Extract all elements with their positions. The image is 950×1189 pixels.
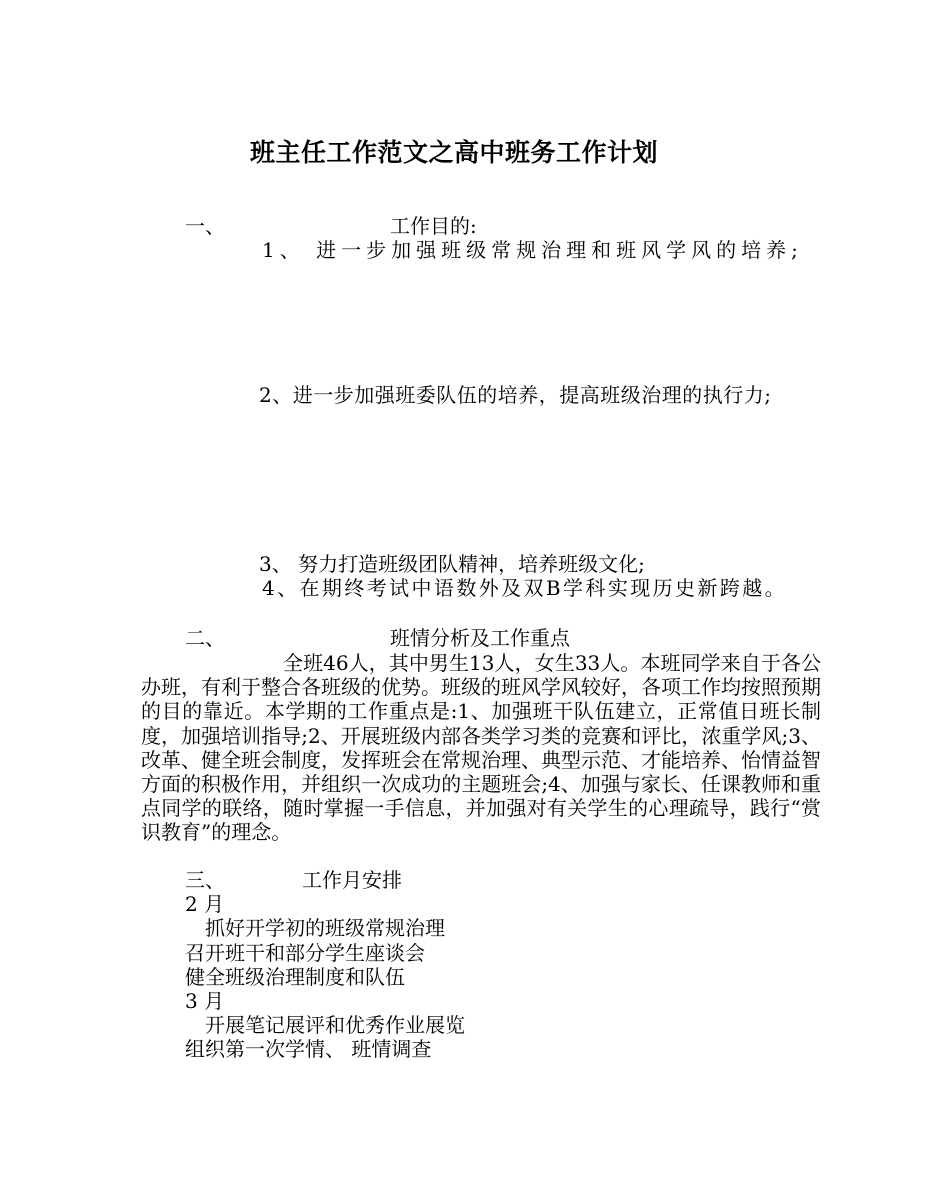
- section3-heading: 工作月安排: [302, 868, 402, 892]
- list-item: 组织第一次学情、 班情调查: [185, 1037, 432, 1061]
- list-item: 开展笔记展评和优秀作业展览: [205, 1013, 465, 1037]
- list-item: 健全班级治理制度和队伍: [185, 965, 405, 989]
- document-title: 班主任工作范文之高中班务工作计划: [250, 138, 659, 167]
- section3-number: 三、: [185, 868, 225, 892]
- section1-item-3: 3、 努力打造班级团队精神，培养班级文化;: [259, 552, 645, 576]
- section1-heading: 工作目的:: [390, 214, 477, 238]
- section1-item-4: 4、在期终考试中语数外及双B学科实现历史新跨越。: [262, 576, 788, 600]
- section1-number: 一、: [185, 214, 225, 238]
- list-item: 抓好开学初的班级常规治理: [205, 916, 445, 940]
- section2-paragraph: 全班46人，其中男生13人，女生33人。本班同学来自于各公办班，有利于整合各班级的优势。班级的班风学风较好，各项工作均按照预期的目的靠近。本学期的工作重点是:1、加强班干队伍建立，正常值日班长制度，加强培训指导;2、开展班级内部各类学习类的竞赛和评比，浓重学风;3、改革、健全班会制度，发挥班会在常规治理、典型示范、才能培养、怡情益智方面的积极作用，并组织一次成功的主题班会;4、加强与家长、任课教师和重点同学的联络，随时掌握一手信息，并加强对有关学生的心理疏导，践行“赏识教育”的理念。: [141, 651, 821, 845]
- month-label-mar: 3 月: [185, 989, 225, 1013]
- month-label-feb: 2 月: [185, 892, 225, 916]
- section2-number: 二、: [185, 626, 225, 650]
- section1-item-1: 1、 进一步加强班级常规治理和班风学风的培养;: [262, 238, 803, 262]
- list-item: 召开班干和部分学生座谈会: [185, 941, 425, 965]
- section1-item-2: 2、进一步加强班委队伍的培养，提高班级治理的执行力;: [259, 383, 772, 407]
- section2-heading: 班情分析及工作重点: [390, 626, 570, 650]
